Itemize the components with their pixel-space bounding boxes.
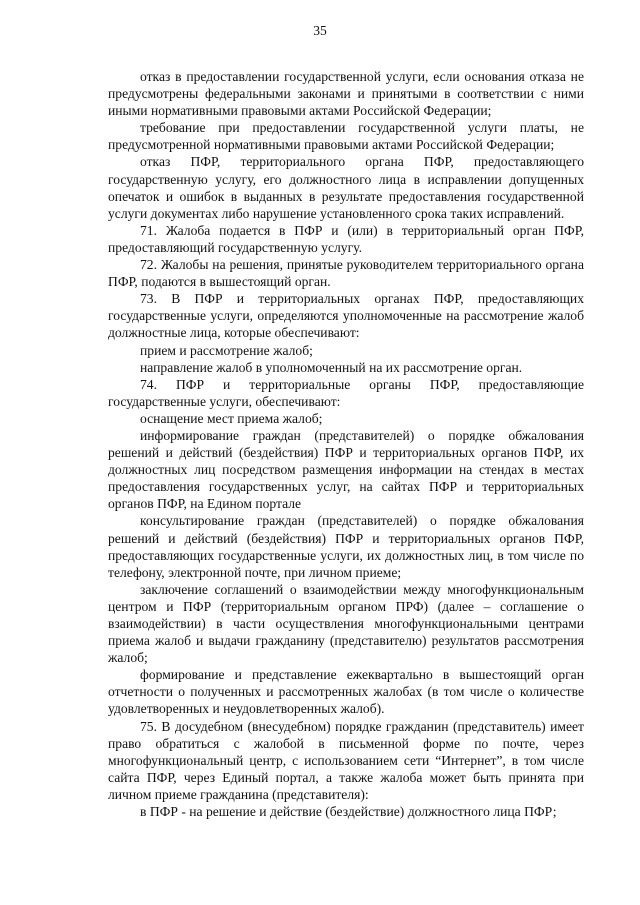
paragraph-73-item-forward: направление жалоб в уполномоченный на их рассмотрение орган. <box>140 359 523 375</box>
paragraph-74-item-consulting: консультирование граждан (представителей) о порядке обжалования решений и действий (бездействия) ПФР и территориальных органов ПФР, предоставляющих государственные услуги, их должностных лиц, в том числе по телефону, электронной почте, при личном приеме; <box>108 513 584 580</box>
paragraph-75: 75. В досудебном (внесудебном) порядке гражданин (представитель) имеет право обратиться с жалобой в письменной форме по почте, через многофункциональный центр, с использованием сети “Интернет”, в том числе сайта ПФР, через Единый портал, а также жалоба может быть принята при личном приеме гражданина (представителя): <box>108 718 584 802</box>
paragraph-74-item-equipment: оснащение мест приема жалоб; <box>140 410 323 426</box>
paragraph-fee-requirement: требование при предоставлении государственной услуги платы, не предусмотренной нормативными правовыми актами Российской Федерации; <box>108 120 584 153</box>
paragraph-72: 72. Жалобы на решения, принятые руководителем территориального органа ПФР, подаются в вышестоящий орган. <box>108 257 584 290</box>
paragraph-74-item-reporting: формирование и представление ежеквартально в вышестоящий орган отчетности о полученных и рассмотренных жалобах (в том числе о количестве удовлетворенных и неудовлетворенных жалоб). <box>108 667 584 717</box>
paragraph-73-item-receive: прием и рассмотрение жалоб; <box>140 342 313 358</box>
paragraph-74-item-informing: информирование граждан (представителей) о порядке обжалования решений и действий (бездействия) ПФР и территориальных органов ПФР, их должностных лиц посредством размещения информации на стендах в местах предоставления государственных услуг, на сайтах ПФР и территориальных органов ПФР, на Едином портале <box>108 427 584 512</box>
paragraph-75-item-pfr: в ПФР - на решение и действие (бездействие) должностного лица ПФР; <box>140 804 557 820</box>
paragraph-74: 74. ПФР и территориальные органы ПФР, предоставляющие государственные услуги, обеспечивают: <box>108 376 584 409</box>
page-number: 35 <box>313 23 327 38</box>
paragraph-71: 71. Жалоба подается в ПФР и (или) в территориальный орган ПФР, предоставляющий государственную услугу. <box>108 222 584 255</box>
paragraph-correction-refusal: отказ ПФР, территориального органа ПФР, предоставляющего государственную услугу, его должностного лица в исправлении допущенных опечаток и ошибок в выданных в результате предоставления государственной услуги документах либо нарушение установленного срока таких исправлений. <box>108 154 584 221</box>
paragraph-74-item-agreement: заключение соглашений о взаимодействии между многофункциональным центром и ПФР (территориальным органом ПРФ) (далее – соглашение о взаимодействии) в части осуществления многофункциональными центрами приема жалоб и выдачи гражданину (представителю) результатов рассмотрения жалоб; <box>108 581 584 666</box>
document-body <box>108 68 584 820</box>
paragraph-73: 73. В ПФР и территориальных органах ПФР, предоставляющих государственные услуги, определяются уполномоченные на рассмотрение жалоб должностные лица, которые обеспечивают: <box>108 291 584 341</box>
paragraph-refusal-grounds: отказ в предоставлении государственной услуги, если основания отказа не предусмотрены федеральными законами и принятыми в соответствии с ними иными нормативными правовыми актами Российской Федерации; <box>108 69 584 119</box>
